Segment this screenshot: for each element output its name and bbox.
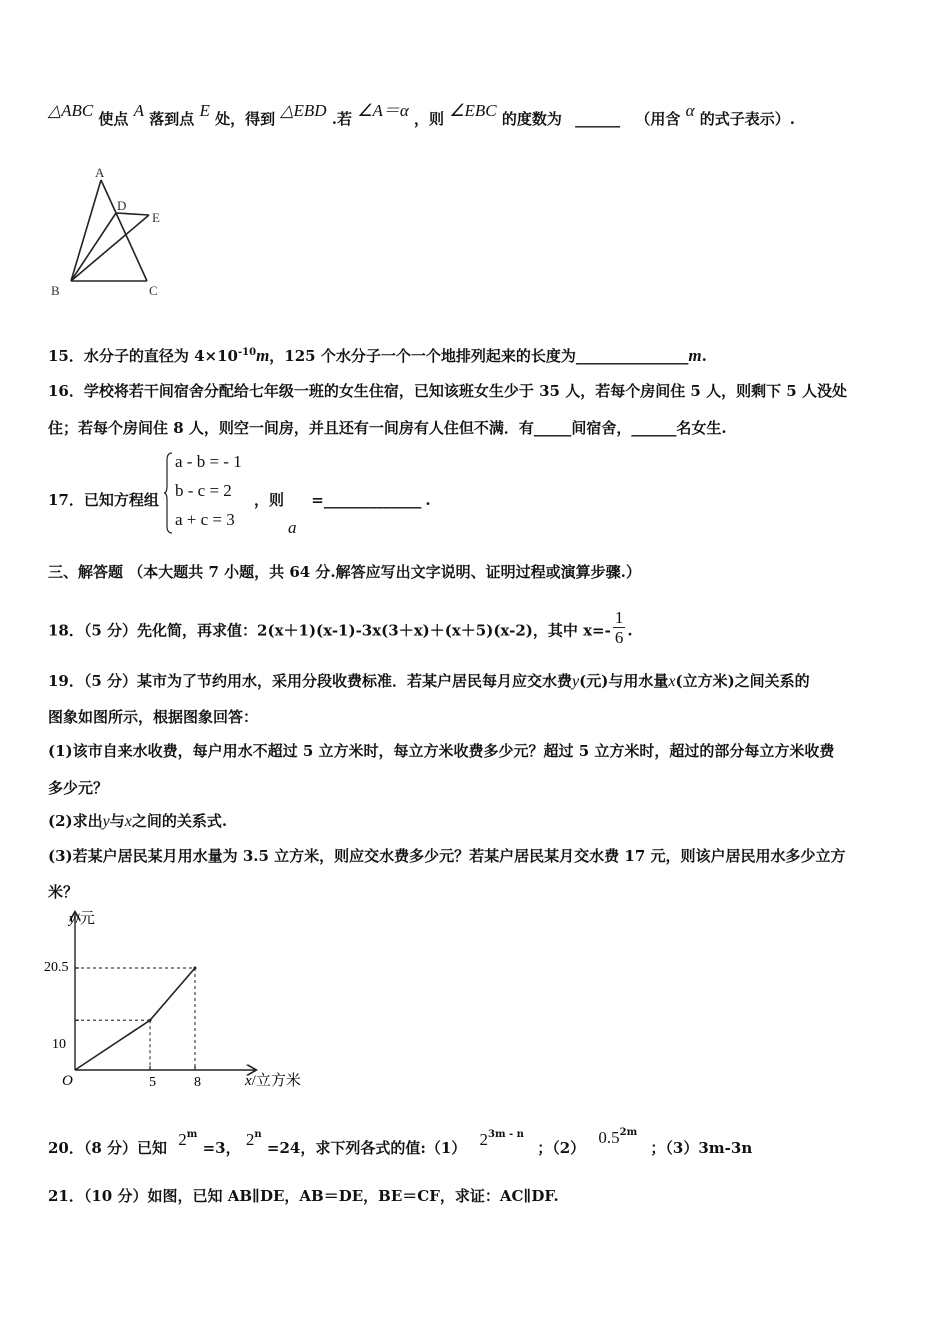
q17-text: = [311,491,324,509]
q14-text: .若 [331,110,353,128]
q14-angle-a: ∠A＝α [357,101,409,120]
q17-suffix [254,489,431,510]
q20-text: =24，求下列各式的值:（1） [266,1139,467,1157]
q15-answer-blank[interactable]: _______________ [575,347,689,365]
q20 [48,1127,753,1158]
q17-equation-1: a - b = - 1 [175,452,242,471]
data-point [194,967,197,970]
q15-unit: m [256,346,270,365]
q19-text: 19．（5 分）某市为了节约用水，采用分段收费标准．若某户居民每月应交水费 [48,672,573,690]
chart-x-axis-label [244,1072,301,1089]
label-b: B [51,283,60,298]
segment-ab [71,180,101,281]
chart-x-tick-label: 5 [149,1075,156,1090]
label-c: C [149,283,158,298]
q15-text: 15． [48,347,84,365]
q20-text: =3， [202,1139,241,1157]
segment-be [71,215,149,281]
q15-text: . [701,347,707,365]
q19-text: 与 [109,812,125,830]
q20-text: ；（3）3m-3n [650,1139,753,1157]
q15-exponent: -10 [237,347,257,358]
q17-equation-2: b - c = 2 [175,481,232,500]
q18-fraction [613,608,626,647]
q19-var-x: x [124,813,132,830]
q19-part-3-line-2: 米？ [48,883,79,901]
q17-prefix: 17．已知方程组 [48,491,159,509]
q19-line-1 [48,670,810,691]
q15-text: 水分子的直径为 4×10 [83,347,238,365]
q14-triangle-abc: △ABC [48,101,94,120]
q16-line-2: 住；若每个房间住 8 人，则空一间房，并且还有一间房有人住但不满．有_____间宿舍，______名女生. [48,419,727,437]
q20-base: 2 [178,1130,187,1149]
q18-fraction-denominator: 6 [614,628,624,647]
label-e: E [152,210,160,225]
q20-exponent: m [186,1129,198,1140]
segment-bd [71,213,116,281]
q18-text: 18．（5 分）先化简，再求值：2(x＋1)(x-1)-3x(3＋x)＋(x＋5)(x-2)，其中 x=- [48,621,611,640]
q19-line-2: 图象如图所示，根据图象回答： [48,708,259,726]
q17-denominator-a: a [288,518,297,537]
q14-point-e: E [199,101,210,120]
q15 [48,345,707,366]
q20-base: 2 [245,1130,255,1149]
q19-part-3-line-1: (3)若某户居民某月用水量为 3.5 立方米，则应交水费多少元？若某户居民某月交水费 17 元，则该户居民用水多少立方 [48,847,846,865]
q16-line-1: 16．学校将若干间宿舍分配给七年级一班的女生住宿，已知该班女生少于 35 人，若每个房间住 5 人，则剩下 5 人没处 [48,382,847,400]
chart-x-unit: /立方米 [251,1073,301,1089]
q19-var-y: y [572,673,580,690]
data-line [75,968,195,1070]
q17-equation-3: a + c = 3 [175,510,235,529]
q20-exponent: n [254,1129,262,1140]
chart-y-tick-label: 10 [52,1037,66,1052]
q19-text: (2)求出 [48,812,103,830]
q20-base: 2 [479,1130,489,1149]
q20-exponent: 2m [619,1127,638,1138]
q20-exponent: 3m - n [488,1129,524,1140]
q19-var-x: x [668,673,676,690]
chart-y-unit: /元 [75,911,95,927]
chart-y-axis-label [67,910,95,927]
q19-text: (元)与用水量 [579,672,669,690]
q14-text: （用含 [635,110,681,128]
q19-water-fee-chart [40,905,330,1095]
q21: 21．（10 分）如图，已知 AB∥DE，AB＝DE，BE＝CF，求证：AC∥DF. [48,1187,559,1205]
q20-text: ；（2） [537,1139,586,1157]
q15-text: ，125 个水分子一个一个地排列起来的长度为 [269,347,576,365]
q14-text: 落到点 [149,110,195,128]
q19-text: (立方米)之间关系的 [675,672,810,690]
q20-base: 0.5 [598,1128,620,1147]
q14-text: 处，得到 [215,110,276,128]
q14-angle-ebc: ∠EBC [449,101,497,120]
segment-ac [101,180,147,281]
chart-y-tick-label: 20.5 [44,960,69,975]
q14-answer-blank[interactable]: ______ [575,110,621,128]
q14-text: ，则 [414,110,445,128]
q19-part-1-line-2: 多少元？ [48,779,109,797]
q14-alpha: α [685,101,695,120]
q14-text: 的式子表示）. [699,110,796,128]
segment-de [116,213,149,215]
chart-origin-label: O [62,1073,73,1089]
chart-x-var: x [245,1073,252,1089]
q17-answer-blank[interactable]: _____________ [323,491,422,509]
q17-text: ，则 [254,491,285,509]
chart-y-var: y [69,911,76,927]
q17-brace [164,452,174,534]
section-3-heading: 三、解答题 （本大题共 7 小题，共 64 分.解答应写出文字说明、证明过程或演算步骤.） [48,563,641,581]
q18-fraction-numerator: 1 [614,608,624,627]
q14-text: 使点 [98,110,129,128]
data-point [149,1019,152,1022]
q20-text: 20．（8 分）已知 [48,1139,168,1157]
q14-figure [45,160,185,305]
q18-text: . [627,621,633,640]
q18 [48,608,633,651]
q14-line [48,101,796,129]
q14-text: 的度数为 [501,110,562,128]
label-d: D [117,198,127,213]
q19-part-2 [48,810,227,831]
q19-text: 之间的关系式. [131,812,228,830]
q15-unit: m [688,346,702,365]
q19-part-1-line-1: (1)该市自来水收费，每户用水不超过 5 立方米时，每立方米收费多少元？超过 5 立方米时，超过的部分每立方米收费 [48,742,835,760]
label-a: A [95,165,105,180]
chart-x-tick-label: 8 [194,1075,201,1090]
q14-point-a: A [133,101,145,120]
q14-triangle-ebd: △EBD [280,101,327,120]
q19-var-y: y [102,813,110,830]
q17-text: . [425,491,431,509]
